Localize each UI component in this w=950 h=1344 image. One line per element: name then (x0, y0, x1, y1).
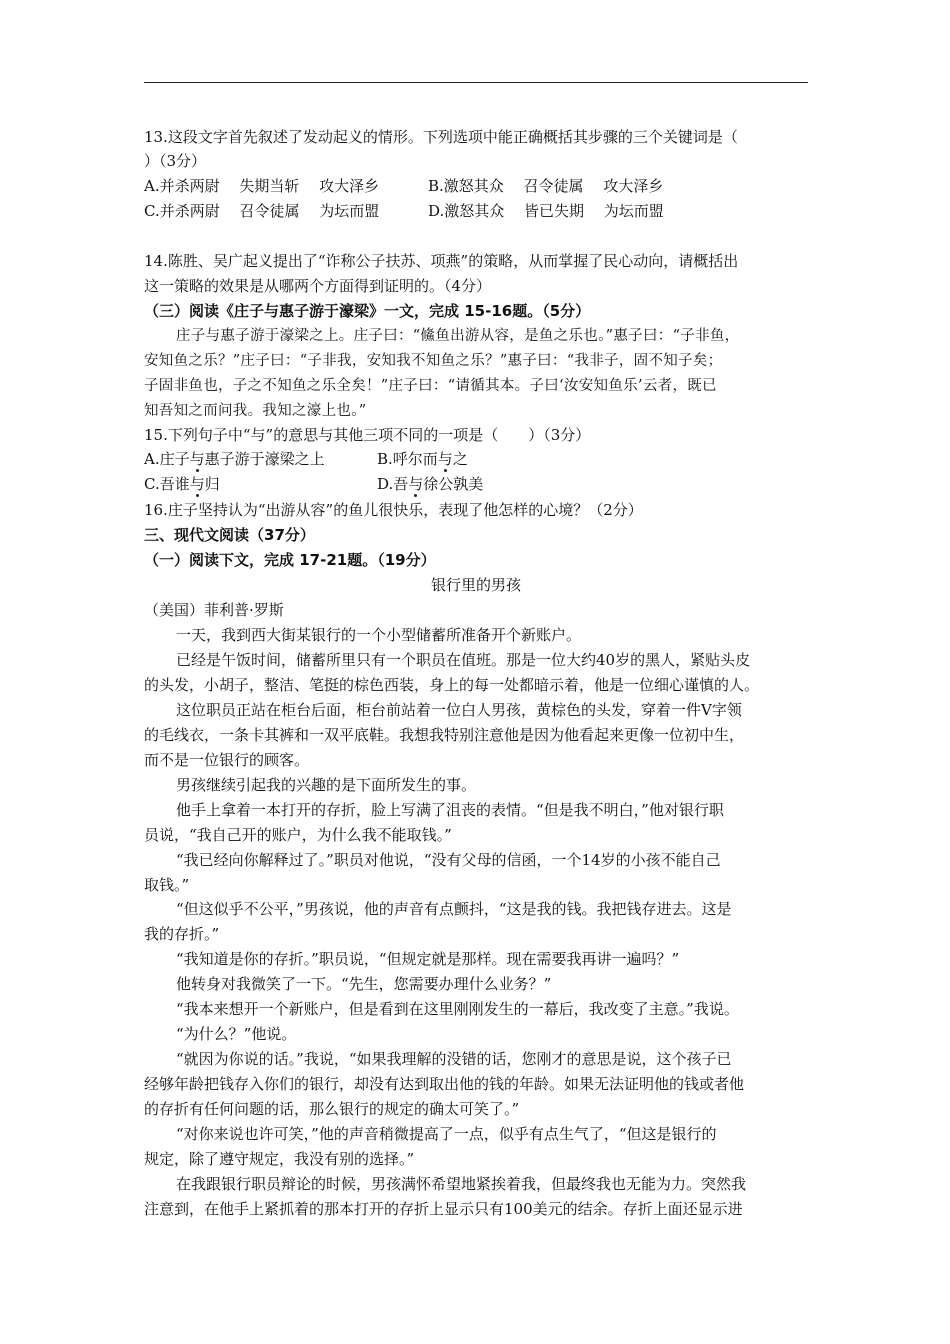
story-line: “我本来想开一个新账户，但是看到在这里刚刚发生的一幕后，我改变了主意。”我说。 (176, 1000, 739, 1018)
header-rule (144, 82, 808, 83)
emphasis-dot-yu: 与 (189, 475, 205, 493)
story-line: 员说，“我自己开的账户，为什么我不能取钱。” (144, 826, 452, 844)
story-line: 而不是一位银行的顾客。 (144, 751, 310, 769)
story-line: 的存折有任何问题的话，那么银行的规定的确太可笑了。” (144, 1100, 520, 1118)
q14-line1: 14.陈胜、吴广起义提出了“诈称公子扶苏、项燕”的策略，从而掌握了民心动向，请概括出 (144, 252, 739, 270)
story-line: 的头发，小胡子，整洁、笔挺的棕色西装，身上的每一处都暗示着，他是一位细心谨慎的人。 (144, 676, 760, 694)
q13-option-d: D.激怒其众 皆已失期 为坛而盟 (428, 202, 664, 220)
passage-line4: 知吾知之而问我。我知之濠上也。” (144, 403, 367, 419)
story-line: 规定，除了遵守规定，我没有别的选择。” (144, 1150, 415, 1168)
story-line: “对你来说也许可笑，”他的声音稍微提高了一点，似乎有点生气了，“但这是银行的 (176, 1125, 717, 1143)
passage-line3: 子固非鱼也，子之不知鱼之乐全矣！”庄子曰：“请循其本。子曰‘汝安知鱼乐’云者，既已 (144, 378, 717, 394)
story-line: 取钱。” (144, 876, 190, 894)
q14-line2: 这一策略的效果是从哪两个方面得到证明的。（4分） (144, 277, 492, 295)
story-line: “我知道是你的存折。”职员说，“但规定就是那样。现在需要我再讲一遍吗？” (176, 950, 680, 968)
story-line: 男孩继续引起我的兴趣的是下面所发生的事。 (176, 776, 477, 794)
q16-stem: 16.庄子坚持认为“出游从容”的鱼儿很快乐，表现了他怎样的心境？（2分） (144, 501, 643, 519)
story-author: （美国）菲利普·罗斯 (144, 601, 284, 619)
q15-option-b: B.呼尔而与之 (377, 450, 468, 468)
part3-subheading: （一）阅读下文，完成 17-21题。（19分） (144, 551, 436, 569)
story-line: 的毛线衣，一条卡其裤和一双平底鞋。我想我特别注意他是因为他看起来更像一位初中生， (144, 726, 745, 744)
section3-heading: （三）阅读《庄子与惠子游于濠梁》一文，完成 15-16题。（5分） (144, 302, 591, 320)
q13-option-b: B.激怒其众 召令徒属 攻大泽乡 (428, 177, 664, 195)
story-line: 注意到，在他手上紧抓着的那本打开的存折上显示只有100美元的结余。存折上面还显示进 (144, 1200, 743, 1218)
q13-stem-line2: ）（3分） (144, 152, 207, 170)
emphasis-dot-yu: 与 (437, 450, 453, 468)
q15-option-a: A.庄子与惠子游于濠梁之上 (144, 450, 325, 468)
q15-option-c: C.吾谁与归 (144, 475, 220, 493)
story-line: 这位职员正站在柜台后面，柜台前站着一位白人男孩，黄棕色的头发，穿着一件V字领 (176, 701, 742, 719)
q15-option-d: D.吾与徐公孰美 (377, 475, 484, 493)
part3-heading: 三、现代文阅读（37分） (144, 526, 315, 544)
passage-line2: 安知鱼之乐？”庄子曰：“子非我，安知我不知鱼之乐？”惠子曰：“我非子，固不知子矣； (144, 353, 723, 369)
story-line: 经够年龄把钱存入你们的银行，却没有达到取出他的钱的年龄。如果无法证明他的钱或者他 (144, 1075, 745, 1093)
emphasis-dot-yu: 与 (189, 450, 205, 468)
story-line: 他手上拿着一本打开的存折，脸上写满了沮丧的表情。“但是我不明白，”他对银行职 (176, 801, 724, 819)
story-line: 在我跟银行职员辩论的时候，男孩满怀希望地紧挨着我，但最终我也无能为力。突然我 (176, 1175, 747, 1193)
story-title: 银行里的男孩 (430, 576, 521, 594)
q13-stem-line1: 13.这段文字首先叙述了发动起义的情形。下列选项中能正确概括其步骤的三个关键词是（ (144, 128, 738, 146)
story-line: “为什么？”他说。 (176, 1025, 297, 1043)
q13-option-a: A.并杀两尉 失期当斩 攻大泽乡 (144, 177, 380, 195)
emphasis-dot-yu: 与 (408, 475, 424, 493)
story-line: “就因为你说的话。”我说，“如果我理解的没错的话，您刚才的意思是说，这个孩子已 (176, 1050, 732, 1068)
q13-option-c: C.并杀两尉 召令徒属 为坛而盟 (144, 202, 380, 220)
story-line: 他转身对我微笑了一下。“先生，您需要办理什么业务？” (176, 975, 552, 993)
story-line: “但这似乎不公平，”男孩说，他的声音有点颤抖，“这是我的钱。我把钱存进去。这是 (176, 900, 732, 918)
passage-line1: 庄子与惠子游于濠梁之上。庄子曰：“鯈鱼出游从容，是鱼之乐也。”惠子曰：“子非鱼， (176, 328, 740, 344)
story-line: 我的存折。” (144, 925, 220, 943)
story-line: 一天，我到西大街某银行的一个小型储蓄所准备开个新账户。 (176, 626, 582, 644)
story-line: “我已经向你解释过了。”职员对他说，“没有父母的信函，一个14岁的小孩不能自己 (176, 851, 721, 869)
q15-stem: 15.下列句子中“与”的意思与其他三项不同的一项是（ ）（3分） (144, 426, 591, 444)
story-line: 已经是午饭时间，储蓄所里只有一个职员在值班。那是一位大约40岁的黑人，紧贴头皮 (176, 651, 751, 669)
